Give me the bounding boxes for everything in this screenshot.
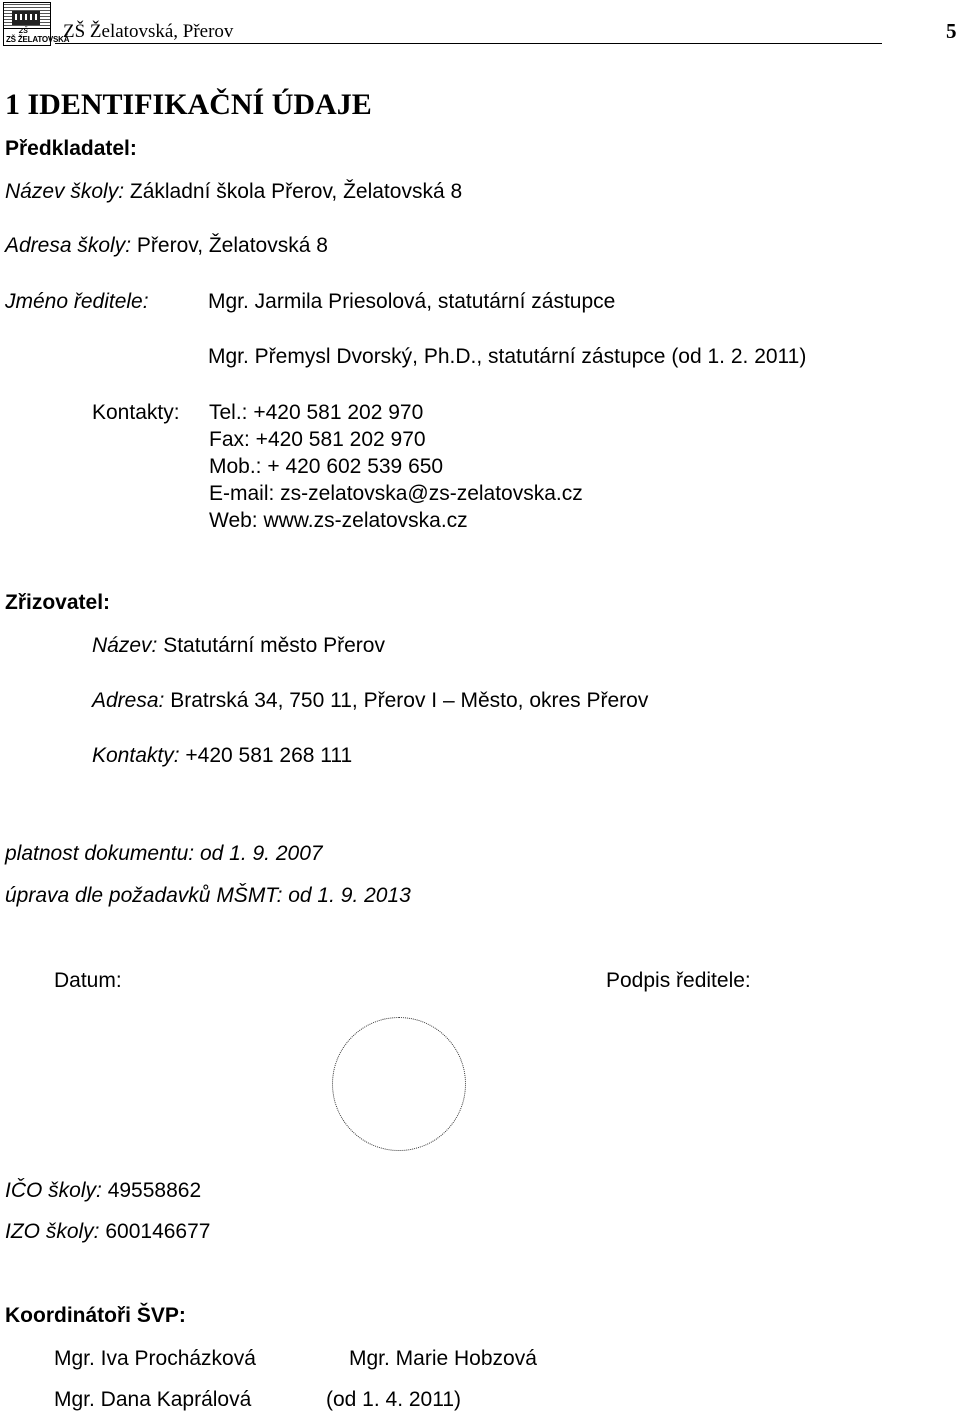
coordinator-name: Mgr. Iva Procházková	[54, 1347, 256, 1370]
header-rule	[55, 43, 882, 44]
school-address-label: Adresa školy:	[5, 234, 132, 257]
page-number: 5	[946, 19, 957, 43]
izo-label: IZO školy:	[5, 1220, 100, 1243]
predkladatel-heading: Předkladatel:	[5, 137, 137, 160]
founder-contacts-value: +420 581 268 111	[179, 744, 353, 767]
coordinator-name: Mgr. Dana Kaprálová	[54, 1388, 252, 1411]
zrizovatel-heading: Zřizovatel:	[5, 591, 111, 614]
ico-value: 49558862	[101, 1179, 202, 1202]
director-label: Jméno ředitele:	[5, 290, 149, 313]
founder-name-label: Název:	[92, 634, 158, 657]
logo-text: ZŠ ŽELATOVSKÁ	[6, 35, 70, 44]
validity-date: platnost dokumentu: od 1. 9. 2007	[5, 842, 323, 865]
school-logo: ZŠ ZŠ ŽELATOVSKÁ	[3, 2, 51, 46]
school-address-row	[5, 234, 328, 258]
stamp-circle	[332, 1017, 466, 1151]
contact-line: Tel.: +420 581 202 970	[209, 401, 424, 424]
director-line: Mgr. Jarmila Priesolová, statutární zástupce	[208, 290, 616, 313]
contact-line: Fax: +420 581 202 970	[209, 428, 426, 451]
izo-row	[5, 1220, 210, 1244]
founder-address-value: Bratrská 34, 750 11, Přerov I – Město, okres Přerov	[164, 689, 649, 712]
signature-label: Podpis ředitele:	[606, 969, 751, 992]
revision-date: úprava dle požadavků MŠMT: od 1. 9. 2013	[5, 884, 411, 907]
school-name-value: Základní škola Přerov, Želatovská 8	[124, 180, 463, 203]
header-title: ZŠ Želatovská, Přerov	[63, 21, 234, 42]
coordinator-name: Mgr. Marie Hobzová	[349, 1347, 537, 1370]
ico-row	[5, 1179, 201, 1203]
coordinator-since: (od 1. 4. 2011)	[326, 1388, 462, 1411]
school-name-row	[5, 180, 462, 204]
ico-label: IČO školy:	[5, 1179, 102, 1202]
contact-line: E-mail: zs-zelatovska@zs-zelatovska.cz	[209, 482, 583, 505]
director-line: Mgr. Přemysl Dvorský, Ph.D., statutární zástupce (od 1. 2. 2011)	[208, 345, 807, 368]
founder-name-value: Statutární město Přerov	[157, 634, 385, 657]
founder-contacts-label: Kontakty:	[92, 744, 180, 767]
founder-contacts-row	[92, 744, 352, 768]
founder-name-row	[92, 634, 385, 658]
contacts-label: Kontakty:	[92, 401, 180, 424]
izo-value: 600146677	[99, 1220, 211, 1243]
founder-address-label: Adresa:	[92, 689, 165, 712]
contact-line: Web: www.zs-zelatovska.cz	[209, 509, 468, 532]
section-heading: 1 IDENTIFIKAČNÍ ÚDAJE	[5, 88, 372, 121]
founder-address-row	[92, 689, 648, 713]
school-name-label: Název školy:	[5, 180, 125, 203]
contact-line: Mob.: + 420 602 539 650	[209, 455, 444, 478]
coordinators-heading: Koordinátoři ŠVP:	[5, 1304, 186, 1327]
date-label: Datum:	[54, 969, 122, 992]
school-address-value: Přerov, Želatovská 8	[131, 234, 328, 257]
